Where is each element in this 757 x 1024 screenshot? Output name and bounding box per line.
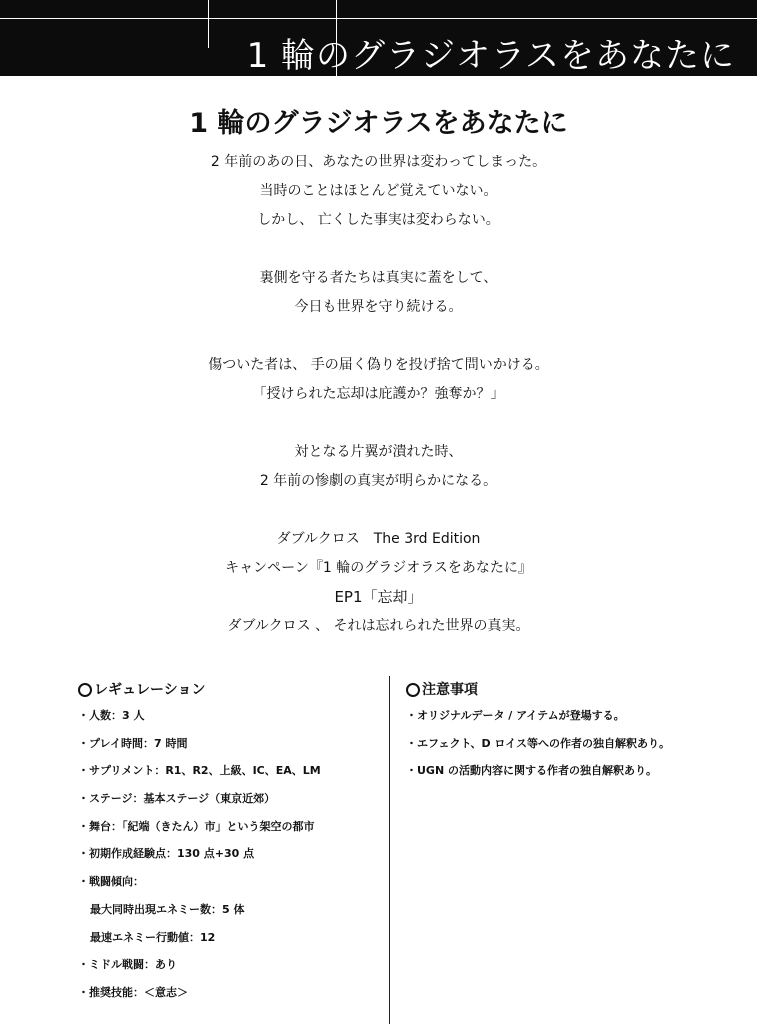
notes-list [406,707,736,790]
list-item: ・エフェクト、D ロイス等への作者の独自解釈あり。 [406,736,670,750]
list-item: ・プレイ時間：7 時間 [78,736,188,750]
notes-heading [406,679,736,701]
synopsis-line: 今日も世界を守り続ける。 [294,299,463,315]
synopsis-line: ダブルクロス The 3rd Edition [276,531,481,547]
page-title: 1 輪のグラジオラスをあなたに [189,108,568,139]
header-title: 1 輪のグラジオラスをあなたに [246,36,735,76]
regulation-list [78,707,378,1012]
column-divider [389,676,390,1024]
list-item: ・サプリメント：R1、R2、上級、IC、EA、LM [78,764,321,778]
synopsis-line: 2 年前のあの日、あなたの世界は変わってしまった。 [210,154,547,170]
synopsis-line: 当時のことはほとんど覚えていない。 [259,183,498,199]
synopsis-line: EP1「忘却」 [334,588,423,606]
synopsis-line: キャンペーン『1 輪のグラジオラスをあなたに』 [225,560,532,576]
header-decor-line [0,18,757,19]
list-item: ・ステージ：基本ステージ（東京近郊） [78,792,276,806]
list-item: ・戦闘傾向： [78,875,144,889]
list-item: 最大同時出現エネミー数：5 体 [90,902,245,916]
synopsis-line: 傷ついた者は、 手の届く偽りを投げ捨て問いかける。 [208,357,549,373]
synopsis-gap [0,409,757,438]
circle-outline-icon [406,683,420,697]
synopsis-line: しかし、 亡くした事実は変わらない。 [257,212,500,228]
list-item: ・初期作成経験点：130 点+30 点 [78,847,255,861]
list-item: ・UGN の活動内容に関する作者の独自解釈あり。 [406,764,657,778]
notes-heading-label: 注意事項 [422,682,478,698]
synopsis [0,148,757,641]
list-item: 最速エネミー行動値：12 [90,930,216,944]
list-item: ・人数：3 人 [78,709,145,722]
header-bar [0,0,757,76]
list-item: ・推奨技能：＜意志＞ [78,985,188,999]
synopsis-line: 対となる片翼が潰れた時、 [294,444,463,460]
synopsis-line: 裏側を守る者たちは真実に蓋をして、 [259,270,498,286]
list-item: ・ミドル戦闘：あり [78,958,177,972]
list-item: ・オリジナルデータ / アイテムが登場する。 [406,709,625,722]
regulation-heading [78,679,378,701]
synopsis-line: 「授けられた忘却は庇護か？強奪か？」 [252,386,505,402]
notes-section [406,679,736,790]
header-decor-line [208,0,209,48]
regulation-heading-label: レギュレーション [94,682,206,698]
synopsis-line: 2 年前の惨劇の真実が明らかになる。 [259,473,498,489]
synopsis-gap [0,496,757,525]
synopsis-gap [0,235,757,264]
synopsis-line: ダブルクロス 、 それは忘れられた世界の真実。 [227,618,530,634]
circle-outline-icon [78,683,92,697]
synopsis-gap [0,322,757,351]
regulation-section [78,679,378,1012]
list-item: ・舞台：「紀端（きたん）市」という架空の都市 [78,819,315,833]
